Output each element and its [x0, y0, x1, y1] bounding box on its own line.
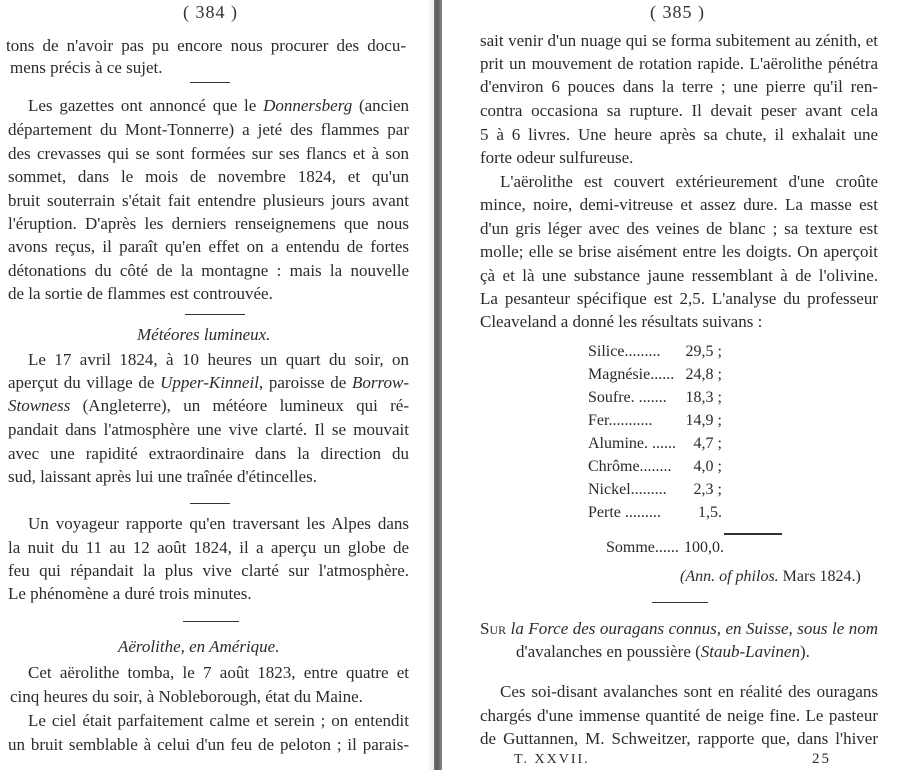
text-line: Le 17 avril 1824, à 10 heures un quart du soir, on — [28, 350, 409, 369]
text-line: feu qui répandait la plus vive clarté sur l'atmosphère. — [8, 561, 409, 580]
text-line: molle; elle se brise aisément entre les doigts. On aperçoit — [480, 242, 878, 261]
table-row-value: 29,5 ; — [685, 343, 722, 360]
text-line — [8, 395, 409, 417]
italic-name: Stowness — [8, 396, 71, 415]
heading-smallcaps: Sur — [480, 619, 507, 638]
page-number-right: ( 385 ) — [650, 2, 705, 22]
text-line: détonations du côté de la montagne : mais la nouvelle — [8, 261, 409, 280]
text-line: Un voyageur rapporte qu'en traversant les Alpes dans — [28, 514, 409, 533]
text-line: La pesanteur spécifique est 2,5. L'analyse du professeur — [480, 289, 878, 308]
section-divider — [652, 602, 708, 603]
text-line: avons reçus, il paraît qu'en effet on a entendu de fortes — [8, 237, 409, 256]
section-divider — [183, 621, 239, 622]
text-line: Ces soi-disant avalanches sont en réalité des ouragans — [500, 682, 878, 701]
citation-journal: (Ann. of philos. — [680, 568, 779, 585]
total-value: 100,0. — [684, 539, 724, 556]
text-span: (ancien — [352, 96, 409, 115]
table-row-value: 1,5. — [698, 504, 722, 521]
text-line: de la sortie de flammes est controuvée. — [8, 284, 273, 303]
signature-mark: T. XXVII. — [514, 752, 590, 767]
table-row-value: 4,7 ; — [693, 435, 722, 452]
text-line: un bruit semblable à celui d'un feu de peloton ; il parais- — [8, 735, 409, 754]
text-line: d'environ 6 pouces dans la terre ; une pierre qu'il ren- — [480, 77, 878, 96]
table-row-name: Silice......... — [588, 343, 661, 360]
text-line: cinq heures du soir, à Nobleborough, état du Maine. — [10, 687, 363, 706]
italic-name: Upper-Kinneil — [160, 373, 259, 392]
text-span: , paroisse de — [258, 373, 352, 392]
italic-name: Donnersberg — [263, 96, 353, 115]
section-divider — [185, 314, 245, 315]
italic-name: Borrow- — [352, 373, 409, 392]
text-line: sud, laissant après lui une traînée d'étincelles. — [8, 467, 317, 486]
table-row-name: Perte ......... — [588, 504, 661, 521]
table-row-value: 2,3 ; — [693, 481, 722, 498]
text-line: tons de n'avoir pas pu encore nous procurer des docu- — [6, 36, 406, 55]
text-line: forte odeur sulfureuse. — [480, 148, 634, 167]
section-divider — [190, 82, 230, 83]
text-span: ). — [799, 642, 810, 661]
text-line: 5 à 6 livres. Une heure après sa chute, il exhalait une — [480, 125, 878, 144]
section-heading-line2 — [516, 641, 810, 663]
text-line — [8, 372, 409, 394]
text-span: Les gazettes ont annoncé que le — [28, 96, 264, 115]
table-row-name: Magnésie...... — [588, 366, 675, 383]
italic-name: Staub-Lavinen — [700, 642, 800, 661]
page-number-left: ( 384 ) — [183, 2, 238, 22]
heading-text: la Force des ouragans connus, en Suisse, sous le nom — [506, 619, 878, 638]
section-heading: Aërolithe, en Amérique. — [118, 637, 280, 656]
text-line: des crevasses qui se sont formées sur ses flancs et à son — [8, 144, 409, 163]
left-page — [0, 0, 434, 770]
book-gutter — [434, 0, 442, 770]
text-line: contra occasiona sa rupture. Il devait peser avant cela — [480, 101, 878, 120]
text-line: mens précis à ce sujet. — [10, 58, 163, 77]
text-span: aperçut du village de — [8, 373, 161, 392]
text-line: Le ciel était parfaitement calme et serein ; on entendit — [28, 711, 409, 730]
table-row-name: Chrôme........ — [588, 458, 672, 475]
text-line: de Guttannen, M. Schweitzer, rapporte que, dans l'hiver — [480, 729, 878, 748]
section-divider — [190, 503, 230, 504]
text-line: d'un gris léger avec des veines de blanc ; sa texture est — [480, 219, 878, 238]
text-line: la nuit du 11 au 12 août 1824, il a aperçu un globe de — [8, 538, 409, 557]
text-line: Le phénomène a duré trois minutes. — [8, 584, 252, 603]
section-heading — [480, 618, 878, 640]
text-line: mince, noire, demi-vitreuse et assez dure. La masse est — [480, 195, 878, 214]
table-row-name: Fer........... — [588, 412, 653, 429]
citation — [680, 566, 861, 588]
table-row-name: Alumine. ...... — [588, 435, 676, 452]
table-row-value: 4,0 ; — [693, 458, 722, 475]
text-line: L'aërolithe est couvert extérieurement d'une croûte — [500, 172, 878, 191]
table-row-name: Nickel......... — [588, 481, 667, 498]
section-heading: Météores lumineux. — [137, 325, 271, 344]
citation-date: Mars 1824.) — [778, 568, 861, 585]
text-line: l'éruption. D'après les derniers renseignemens que nous — [8, 214, 409, 233]
table-row-value: 18,3 ; — [685, 389, 722, 406]
text-line: chargés d'une immense quantité de neige fine. Le pasteur — [480, 706, 878, 725]
text-line: pandait dans l'atmosphère une vive clarté. Il se mouvait — [8, 420, 409, 439]
text-line: avec une rapidité extraordinaire dans la direction du — [8, 444, 409, 463]
table-row-name: Soufre. ....... — [588, 389, 667, 406]
sum-rule — [724, 533, 782, 535]
text-line: Cleaveland a donné les résultats suivans : — [480, 312, 763, 331]
table-row-value: 24,8 ; — [685, 366, 722, 383]
text-span: d'avalanches en poussière ( — [516, 642, 701, 661]
text-line: Cet aërolithe tomba, le 7 août 1823, entre quatre et — [28, 663, 409, 682]
text-span: (Angleterre), un météore lumineux qui ré- — [70, 396, 409, 415]
text-line — [28, 95, 409, 117]
text-line: çà et là une substance jaune ressemblant à de l'olivine. — [480, 266, 878, 285]
text-line: sommet, dans le mois de novembre 1824, et qu'un — [8, 167, 409, 186]
text-line: bruit souterrain s'était fait entendre plusieurs jours avant — [8, 191, 409, 210]
text-line: département du Mont-Tonnerre) a jeté des flammes par — [8, 120, 409, 139]
text-line: sait venir d'un nuage qui se forma subitement au zénith, et — [480, 31, 878, 50]
text-line: prit un mouvement de rotation rapide. L'aërolithe pénétra — [480, 54, 878, 73]
total-label: Somme...... — [606, 539, 679, 556]
table-row-value: 14,9 ; — [685, 412, 722, 429]
right-page — [442, 0, 910, 770]
sheet-number: 25 — [812, 751, 831, 767]
